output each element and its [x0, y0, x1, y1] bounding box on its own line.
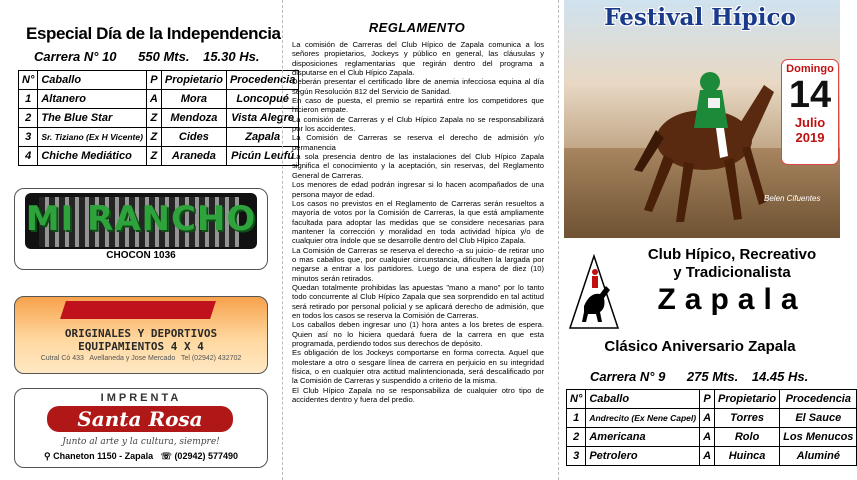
ad-brand-name: Santa Rosa: [47, 406, 233, 432]
club-name-line-2: y Tradicionalista: [673, 264, 791, 281]
right-panel: [560, 0, 854, 480]
table-row: [567, 428, 857, 447]
cell: Cides: [161, 128, 226, 147]
col-header: P: [146, 71, 161, 90]
ad-imprenta-santa-rosa: [14, 388, 268, 468]
col-header: Caballo: [38, 71, 147, 90]
ad-mi-rancho: [14, 188, 268, 270]
cell: Picún Leufú: [226, 147, 298, 166]
table-row: [19, 128, 299, 147]
cell: Huinca: [715, 447, 780, 466]
cell: Mora: [161, 90, 226, 109]
cell: A: [700, 428, 715, 447]
race-9-info: [590, 369, 808, 384]
racehorse-illustration: [624, 30, 774, 230]
date-month: Julio: [794, 115, 826, 130]
race-time: 14.45 Hs.: [751, 369, 809, 384]
club-name: [628, 246, 836, 318]
festival-title: Festival Hípico: [604, 4, 796, 31]
col-header: Procedencia: [780, 390, 857, 409]
phone-icon: ☏: [160, 451, 172, 461]
club-horse-logo: [566, 250, 622, 330]
cell: Mendoza: [161, 109, 226, 128]
race-number: Carrera N° 10: [34, 49, 117, 64]
special-race-title: Especial Día de la Independencia: [26, 24, 281, 43]
left-panel: [0, 0, 296, 480]
race-10-info: [34, 49, 259, 64]
cell: Petrolero: [586, 447, 700, 466]
cell: Sr. Tiziano (Ex H Vicente): [38, 128, 147, 147]
rule-paragraph: Los caballos deben ingresar uno (1) hora antes a los bretes de espera. Quien así no lo hiciera quedará fuera de la carrera en que esta programada, perdiendo todos sus derechos de depósito.: [292, 320, 544, 348]
table-header-row: [567, 390, 857, 409]
cell: El Sauce: [780, 409, 857, 428]
date-weekday: Domingo: [786, 63, 834, 75]
col-header: N°: [19, 71, 38, 90]
club-name-line-3: Zapala: [657, 283, 807, 316]
rule-paragraph: En caso de puesta, el premio se repartirá entre los competidores que hicieron empate.: [292, 96, 544, 115]
ad-top-label: IMPRENTA: [100, 392, 182, 404]
rule-paragraph: Es obligación de los Jockeys comportarse en forma correcta. Aquel que molestare a otro o sesgare línea de carrera en perjuicio en su integridad física, o en cualquier otra actitud malintencionada, será descalificado por la Comisión de Carreras y suspendido a criterio de la misma.: [292, 348, 544, 386]
col-header: N°: [567, 390, 586, 409]
cell: Torres: [715, 409, 780, 428]
ad-slogan: Junto al arte y la cultura, siempre!: [62, 437, 220, 447]
cell: A: [146, 90, 161, 109]
race-9-table: [566, 389, 857, 466]
ad-phone: (02942) 577490: [174, 451, 238, 461]
ad-line-2: EQUIPAMIENTOS 4 X 4: [78, 340, 204, 353]
ad-contact: [15, 451, 267, 462]
cell: 4: [19, 147, 38, 166]
location-icon: ⚲: [43, 451, 51, 461]
ad-brand-name: MI RANCHO: [25, 199, 257, 239]
cell: Americana: [586, 428, 700, 447]
rule-paragraph: Deberán presentar el certificado libre de anemia infecciosa equina al día según Resolución 812 del Servicio de Sanidad.: [292, 77, 544, 96]
table-row: [19, 90, 299, 109]
cell: Rolo: [715, 428, 780, 447]
cell: Z: [146, 109, 161, 128]
cell: Araneda: [161, 147, 226, 166]
hero-photo: [564, 0, 840, 238]
race-time: 15.30 Hs.: [203, 49, 260, 64]
race-distance: 275 Mts.: [686, 369, 739, 384]
event-date: [782, 60, 838, 164]
cell: 3: [567, 447, 586, 466]
rule-paragraph: Los casos no previstos en el Reglamento de Carreras serán resueltos a mayoría de votos por la Comisión de Carreras, la que está ampliamente facultada para adoptar las medidas que se considere necesarias para mantener la corrección y moralidad en toda actividad hípica y/o de cualquier otra índole que se desarrolle dentro del Club Hípico Zapala.: [292, 198, 544, 246]
ad-address: CHOCON 1036: [106, 250, 176, 261]
ad-equipamientos: [14, 296, 268, 374]
rule-paragraph: El Club Hípico Zapala no se responsabiliza de cualquier otro tipo de accidentes dentro y fuera del predio.: [292, 385, 544, 405]
table-row: [19, 147, 299, 166]
cell: 2: [19, 109, 38, 128]
cell: Los Menucos: [780, 428, 857, 447]
col-header: Propietario: [161, 71, 226, 90]
photographer-signature: Belen Cifuentes: [764, 194, 821, 203]
cell: 2: [567, 428, 586, 447]
cell: Vista Alegre: [226, 109, 298, 128]
cell: A: [700, 409, 715, 428]
date-day: 14: [788, 74, 832, 116]
club-name-line-1: Club Hípico, Recreativo: [647, 246, 817, 263]
cell: Loncopué: [226, 90, 298, 109]
race-distance: 550 Mts.: [138, 49, 190, 64]
cell: 1: [567, 409, 586, 428]
table-header-row: [19, 71, 299, 90]
ad-contact: [15, 355, 267, 362]
cell: Andrecito (Ex Nene Capel): [586, 409, 700, 428]
ad-address-1: Cutral Có 433: [40, 355, 84, 362]
cell: The Blue Star: [38, 109, 147, 128]
cell: Altanero: [38, 90, 147, 109]
cell: 1: [19, 90, 38, 109]
cell: Chiche Mediático: [38, 147, 147, 166]
rules-body: [292, 40, 544, 404]
fold-line: [282, 0, 283, 480]
table-row: [19, 109, 299, 128]
ad-logo-banner: [60, 301, 216, 319]
ad-address-2: Avellaneda y Jose Mercado: [89, 355, 176, 362]
rule-paragraph: Los menores de edad podrán ingresar si lo hacen acompañados de una persona mayor de edad.: [292, 180, 544, 199]
col-header: P: [700, 390, 715, 409]
ad-phone: Tel (02942) 432702: [180, 355, 242, 362]
col-header: Procedencia: [226, 71, 298, 90]
cell: Z: [146, 147, 161, 166]
cell: 3: [19, 128, 38, 147]
ad-line-1: ORIGINALES Y DEPORTIVOS: [64, 327, 218, 340]
ad-address: Chaneton 1150 - Zapala: [53, 451, 154, 461]
race-10-table: [18, 70, 299, 166]
table-row: [567, 447, 857, 466]
cell: A: [700, 447, 715, 466]
table-row: [567, 409, 857, 428]
clasico-title: Clásico Aniversario Zapala: [604, 338, 796, 355]
race-number: Carrera N° 9: [590, 369, 666, 384]
rule-paragraph: La comisión de Carreras y el Club Hípico Zapala no se responsabilizará por los accidentes.: [292, 114, 544, 134]
rule-paragraph: La sola presencia dentro de las instalaciones del Club Hípico Zapala significa el conocimiento y la aceptación, sin reservas, del Reglamento General de Carreras.: [292, 152, 544, 180]
middle-panel: [286, 0, 556, 480]
rule-paragraph: La comisión de Carreras del Club Hípico de Zapala comunica a los señores propietarios, Jockeys y público en general, las cláusulas y disposiciones reglamentarias que regirán dentro del programa a disputarse en el Club Hípico Zapala.: [292, 40, 544, 78]
fold-line: [558, 0, 559, 480]
rule-paragraph: La Comisión de Carreras se reserva el derecho -a su juicio- de retirar uno o mas caballos que, por cualquier circunstancia, dificulten la largada por negarse a entrar a los partidores. Luego de una espera de diez (10) minutos serán retirados.: [292, 245, 544, 283]
date-year: 2019: [795, 130, 825, 145]
rule-paragraph: La Comisión de Carreras se reserva el derecho de admisión y/o permanencia: [292, 133, 544, 152]
cell: Z: [146, 128, 161, 147]
rules-title: REGLAMENTO: [368, 20, 466, 35]
cell: Zapala: [226, 128, 298, 147]
rule-paragraph: Quedan totalmente prohibidas las apuestas "mano a mano" por lo tanto todo concurrente al Club Hípico Zapala que sea sorprendido en tal actitud será retirado por personal policial y se aplicará derecho de admisión, que en todos los casos se reserva la Comisión de Carreras.: [292, 282, 544, 320]
col-header: Propietario: [715, 390, 780, 409]
cell: Aluminé: [780, 447, 857, 466]
col-header: Caballo: [586, 390, 700, 409]
